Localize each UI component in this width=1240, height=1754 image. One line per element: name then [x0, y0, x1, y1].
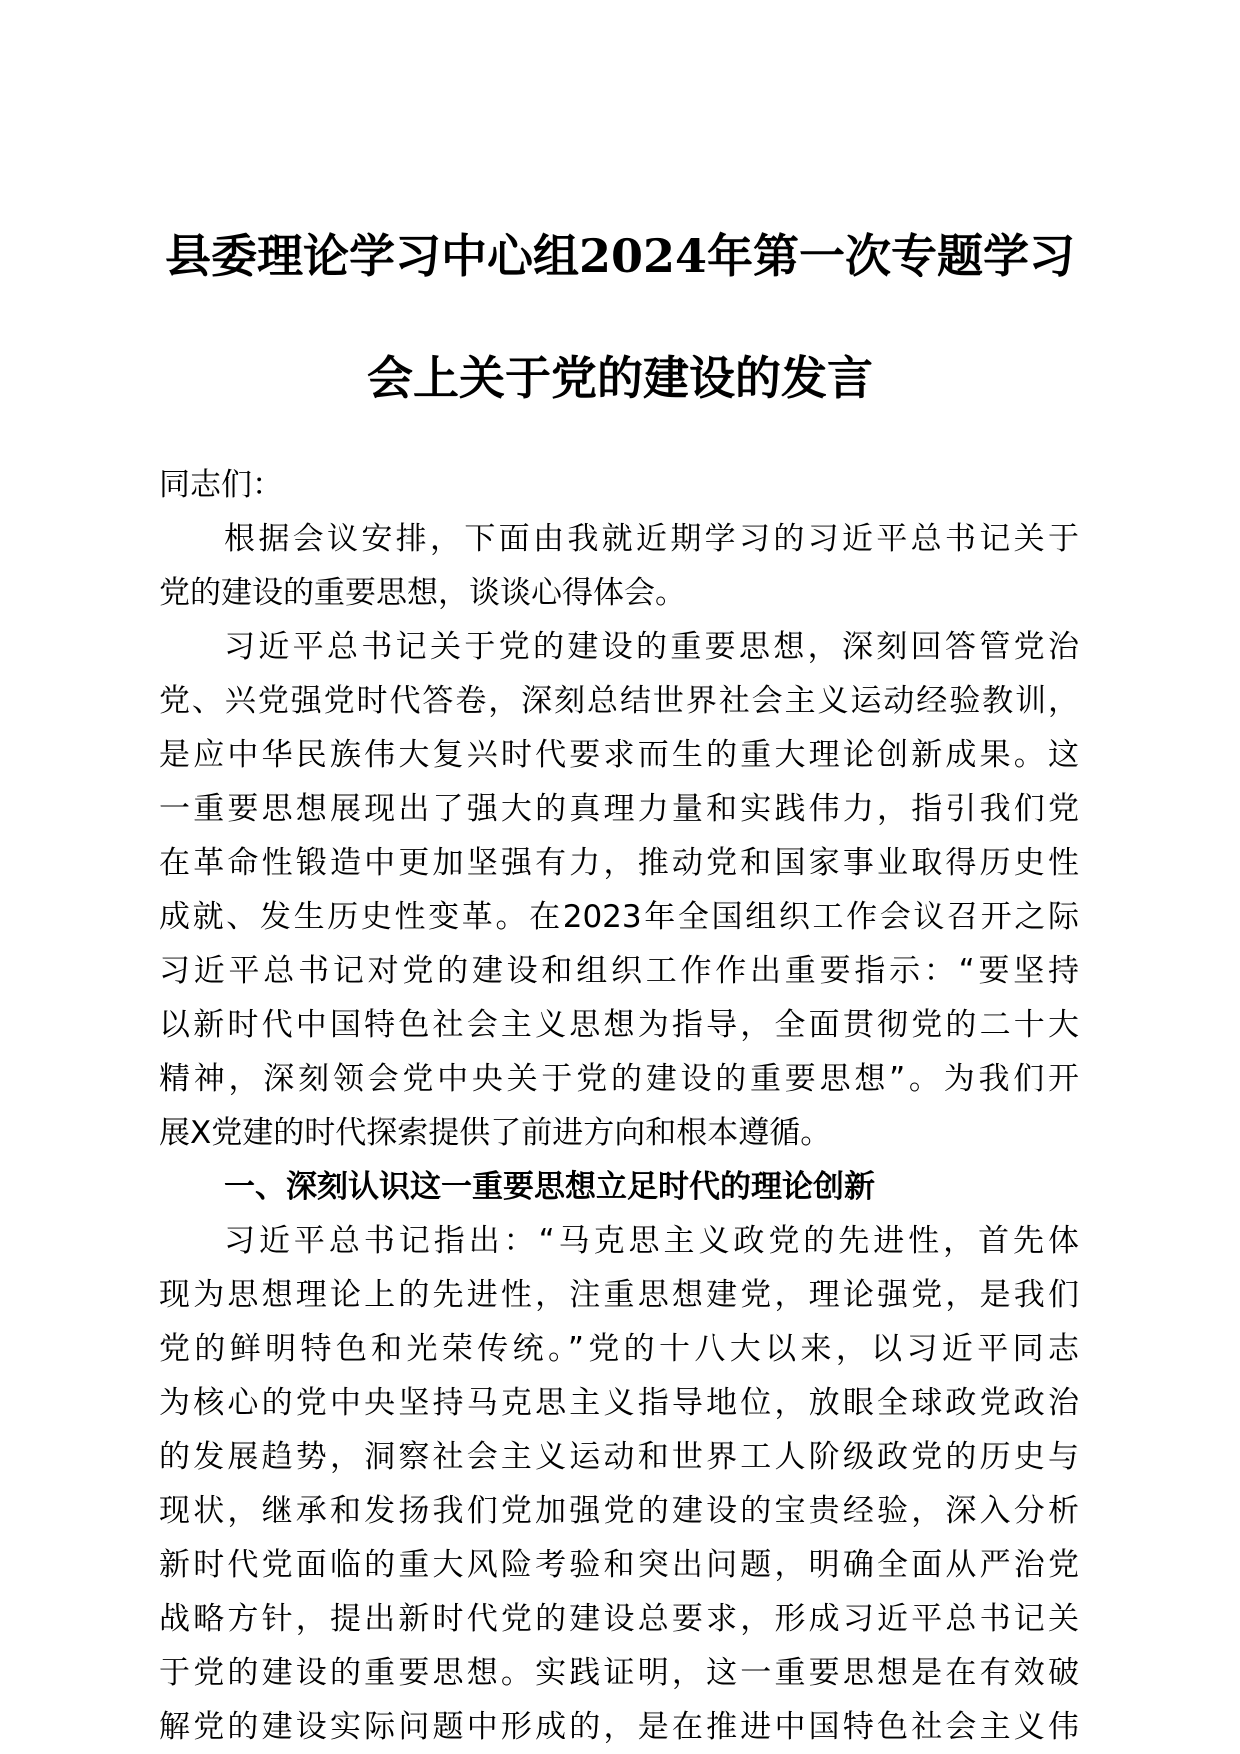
body-line: 为核心的党中央坚持马克思主义指导地位，放眼全球政党政治 [159, 1385, 1079, 1421]
section-heading: 一、深刻认识这一重要思想立足时代的理论创新 [224, 1169, 875, 1205]
body-line: 成就、发生历史性变革。在2023年全国组织工作会议召开之际 [159, 899, 1079, 935]
salutation: 同志们： [159, 467, 283, 503]
body-line: 习近平总书记关于党的建设的重要思想，深刻回答管党治 [224, 629, 1079, 665]
body-line: 以新时代中国特色社会主义思想为指导，全面贯彻党的二十大 [159, 1007, 1079, 1043]
body-line: 根据会议安排，下面由我就近期学习的习近平总书记关于 [224, 521, 1079, 557]
document-title-line-1: 县委理论学习中心组2024年第一次专题学习 [164, 229, 1076, 283]
body-line: 于党的建设的重要思想。实践证明，这一重要思想是在有效破 [159, 1655, 1079, 1691]
body-line: 习近平总书记对党的建设和组织工作作出重要指示：“要坚持 [159, 953, 1079, 989]
body-line: 新时代党面临的重大风险考验和突出问题，明确全面从严治党 [159, 1547, 1079, 1583]
body-line: 习近平总书记指出：“马克思主义政党的先进性，首先体 [224, 1223, 1079, 1259]
body-line: 现为思想理论上的先进性，注重思想建党，理论强党，是我们 [159, 1277, 1079, 1313]
body-line: 现状，继承和发扬我们党加强党的建设的宝贵经验，深入分析 [159, 1493, 1079, 1529]
body-line: 党的鲜明特色和光荣传统。”党的十八大以来，以习近平同志 [159, 1331, 1079, 1367]
body-line: 展X党建的时代探索提供了前进方向和根本遵循。 [159, 1115, 832, 1151]
body-line: 党的建设的重要思想，谈谈心得体会。 [159, 575, 686, 611]
body-line: 精神，深刻领会党中央关于党的建设的重要思想”。为我们开 [159, 1061, 1079, 1097]
body-line: 党、兴党强党时代答卷，深刻总结世界社会主义运动经验教训， [159, 683, 1079, 719]
document-title-line-2: 会上关于党的建设的发言 [367, 351, 873, 405]
body-line: 一重要思想展现出了强大的真理力量和实践伟力，指引我们党 [159, 791, 1079, 827]
body-line: 在革命性锻造中更加坚强有力，推动党和国家事业取得历史性 [159, 845, 1079, 881]
body-line: 战略方针，提出新时代党的建设总要求，形成习近平总书记关 [159, 1601, 1079, 1637]
body-line: 的发展趋势，洞察社会主义运动和世界工人阶级政党的历史与 [159, 1439, 1079, 1475]
body-line: 是应中华民族伟大复兴时代要求而生的重大理论创新成果。这 [159, 737, 1079, 773]
body-line: 解党的建设实际问题中形成的，是在推进中国特色社会主义伟 [159, 1709, 1079, 1745]
